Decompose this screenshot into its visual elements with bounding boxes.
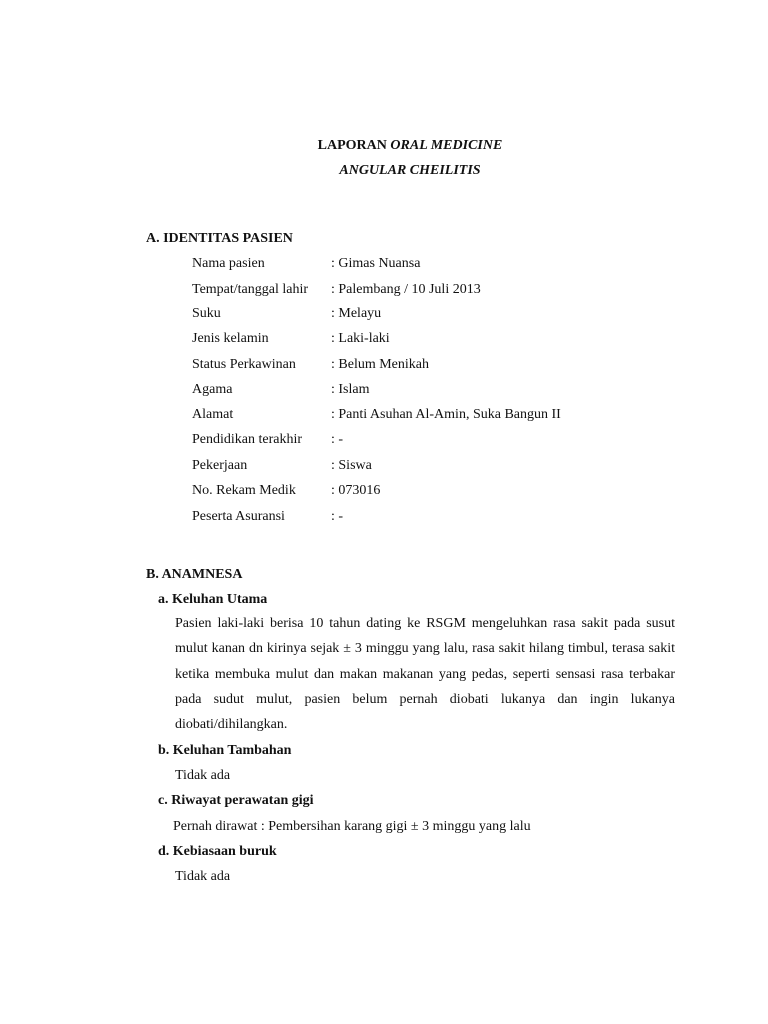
kebiasaan-buruk-heading: d. Kebiasaan buruk xyxy=(158,844,277,859)
identity-value: : Laki-laki xyxy=(331,331,390,346)
report-title xyxy=(26,137,768,155)
identity-value: : 073016 xyxy=(331,483,381,498)
identity-label: Alamat xyxy=(192,407,234,422)
section-b-heading: B. ANAMNESA xyxy=(146,567,243,582)
identity-label: Nama pasien xyxy=(192,256,265,271)
subtitle-italic: ANGULAR CHEILITIS xyxy=(339,163,481,178)
identity-value: : Siswa xyxy=(331,458,372,473)
identity-value: : - xyxy=(331,432,344,447)
identity-label: Suku xyxy=(192,306,221,321)
kebiasaan-buruk-text: Tidak ada xyxy=(175,869,231,884)
keluhan-tambahan-heading: b. Keluhan Tambahan xyxy=(158,743,292,758)
identity-label: Pekerjaan xyxy=(192,458,248,473)
title-italic: ORAL MEDICINE xyxy=(390,138,503,153)
report-subtitle xyxy=(26,162,768,180)
identity-label: No. Rekam Medik xyxy=(192,483,296,498)
identity-value: : Palembang / 10 Juli 2013 xyxy=(331,282,481,297)
keluhan-utama-text: Pasien laki-laki berisa 10 tahun dating ke RSGM mengeluhkan rasa sakit pada susut mulut kanan dn kirinya sejak ± 3 minggu yang lalu, rasa sakit hilang timbul, terasa sakit ketika membuka mulut dan makan makanan yang pedas, seperti sensasi rasa terbakar pada sudut mulut, pasien belum pernah diobati lukanya dan ingin lukanya diobati/dihilangkan. xyxy=(175,616,675,733)
identity-label: Jenis kelamin xyxy=(192,331,269,346)
identity-label: Peserta Asuransi xyxy=(192,509,285,524)
section-a-heading: A. IDENTITAS PASIEN xyxy=(146,231,293,246)
title-prefix: LAPORAN xyxy=(317,138,387,153)
riwayat-perawatan-text: Pernah dirawat : Pembersihan karang gigi ± 3 minggu yang lalu xyxy=(173,819,531,834)
identity-label: Status Perkawinan xyxy=(192,357,296,372)
identity-label: Tempat/tanggal lahir xyxy=(192,282,309,297)
identity-label: Pendidikan terakhir xyxy=(192,432,303,447)
identity-value: : Gimas Nuansa xyxy=(331,256,421,271)
keluhan-utama-heading: a. Keluhan Utama xyxy=(158,592,268,607)
identity-value: : Belum Menikah xyxy=(331,357,429,372)
identity-value: : - xyxy=(331,509,344,524)
keluhan-tambahan-text: Tidak ada xyxy=(175,768,231,783)
identity-value: : Melayu xyxy=(331,306,382,321)
identity-value: : Islam xyxy=(331,382,370,397)
riwayat-perawatan-heading: c. Riwayat perawatan gigi xyxy=(158,793,314,808)
identity-value: : Panti Asuhan Al-Amin, Suka Bangun II xyxy=(331,407,561,422)
identity-label: Agama xyxy=(192,382,233,397)
